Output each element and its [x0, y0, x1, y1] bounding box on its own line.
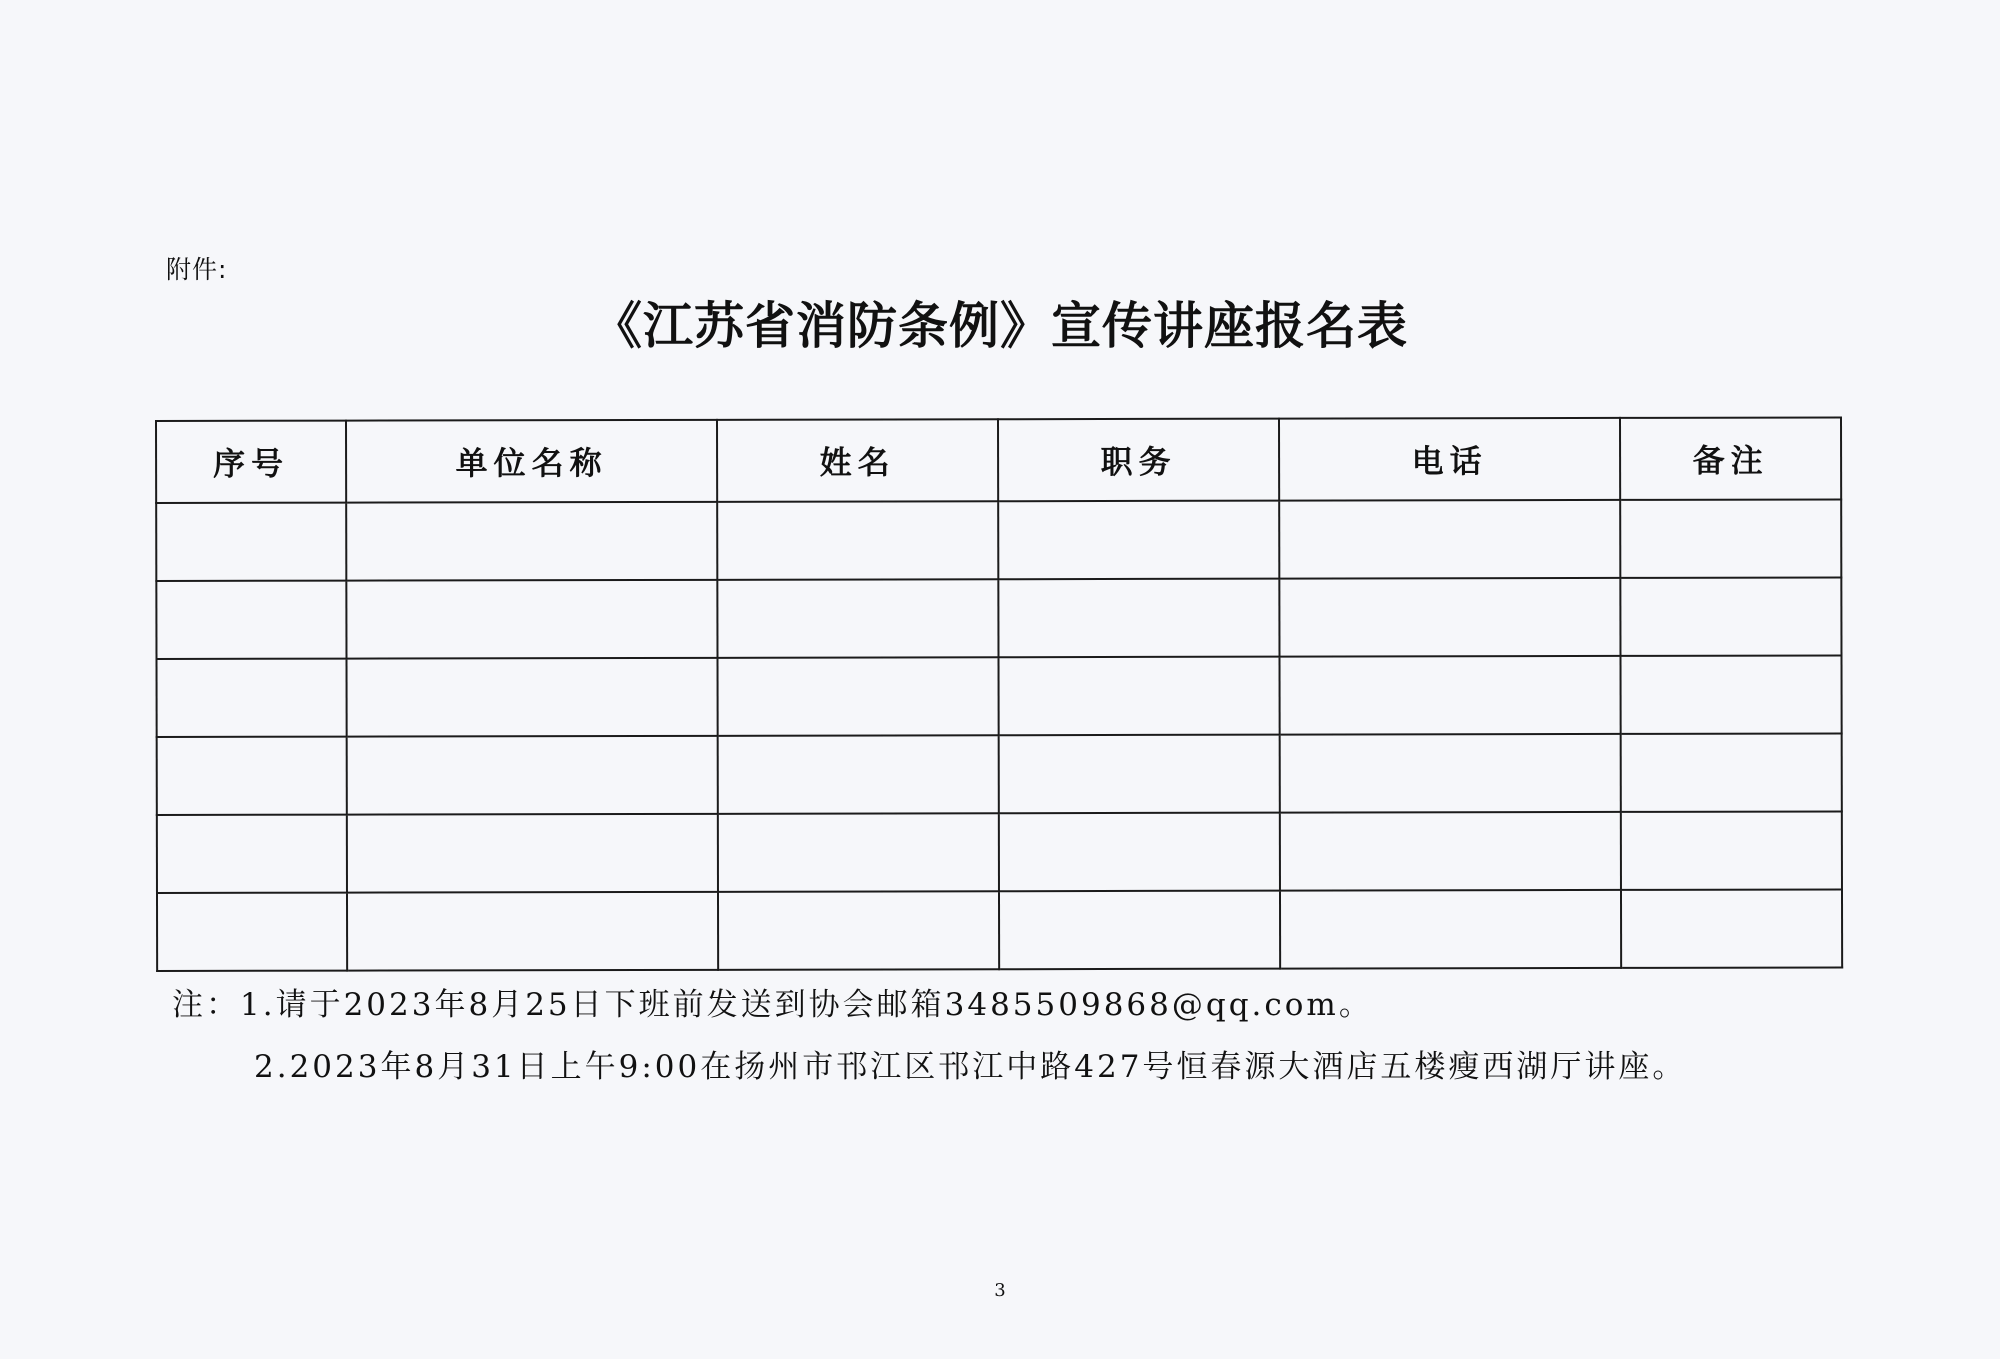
header-remarks: 备注: [1620, 417, 1841, 499]
table-cell[interactable]: [347, 736, 718, 815]
table-cell[interactable]: [157, 737, 347, 815]
table-cell[interactable]: [718, 813, 999, 892]
table-cell[interactable]: [347, 814, 718, 893]
registration-table: [155, 416, 1843, 972]
table-cell[interactable]: [1621, 733, 1842, 811]
table-cell[interactable]: [157, 659, 347, 737]
table-row: [157, 655, 1842, 737]
table-cell[interactable]: [1280, 890, 1621, 969]
table-cell[interactable]: [998, 501, 1279, 580]
table-cell[interactable]: [1280, 812, 1621, 891]
table-cell[interactable]: [717, 579, 998, 658]
header-position: 职务: [998, 419, 1279, 502]
table-cell[interactable]: [717, 501, 998, 580]
table-cell[interactable]: [998, 657, 1279, 736]
table-cell[interactable]: [1621, 889, 1842, 967]
page-number: 3: [994, 1280, 1006, 1301]
header-index: 序号: [156, 421, 346, 503]
table-cell[interactable]: [999, 813, 1280, 892]
table-cell[interactable]: [1280, 734, 1621, 813]
header-name: 姓名: [717, 419, 998, 502]
table-cell[interactable]: [1620, 499, 1841, 577]
table-cell[interactable]: [1279, 500, 1620, 579]
table-header-row: [156, 417, 1841, 503]
table-cell[interactable]: [347, 892, 718, 971]
table-row: [156, 577, 1841, 659]
note-line-1: 注：1.请于2023年8月25日下班前发送到协会邮箱3485509868@qq.com。: [172, 987, 1373, 1023]
table-cell[interactable]: [1621, 811, 1842, 889]
table-cell[interactable]: [998, 579, 1279, 658]
table-row: [156, 499, 1841, 581]
table-cell[interactable]: [1279, 578, 1620, 657]
table-cell[interactable]: [346, 502, 717, 581]
header-phone: 电话: [1279, 418, 1620, 501]
table-cell[interactable]: [999, 891, 1280, 970]
table-cell[interactable]: [1279, 656, 1620, 735]
table-cell[interactable]: [999, 735, 1280, 814]
attachment-label: 附件:: [166, 255, 228, 284]
table-cell[interactable]: [718, 891, 999, 970]
table-row: [157, 811, 1842, 893]
table-cell[interactable]: [717, 657, 998, 736]
table-row: [157, 733, 1842, 815]
table-cell[interactable]: [156, 581, 346, 659]
table-cell[interactable]: [347, 658, 718, 737]
table-cell[interactable]: [346, 580, 717, 659]
note-line-2: 2.2023年8月31日上午9:00在扬州市邗江区邗江中路427号恒春源大酒店五楼瘦西湖厅讲座。: [254, 1049, 1687, 1085]
table-row: [157, 889, 1842, 971]
table-cell[interactable]: [157, 815, 347, 893]
table-cell[interactable]: [157, 893, 347, 971]
header-organization: 单位名称: [346, 420, 717, 503]
notes-section: [172, 985, 1912, 1087]
table-cell[interactable]: [1620, 655, 1841, 733]
table-cell[interactable]: [156, 503, 346, 581]
page-title: 《江苏省消防条例》宣传讲座报名表: [592, 297, 1408, 355]
table-cell[interactable]: [1620, 577, 1841, 655]
table-cell[interactable]: [718, 735, 999, 814]
